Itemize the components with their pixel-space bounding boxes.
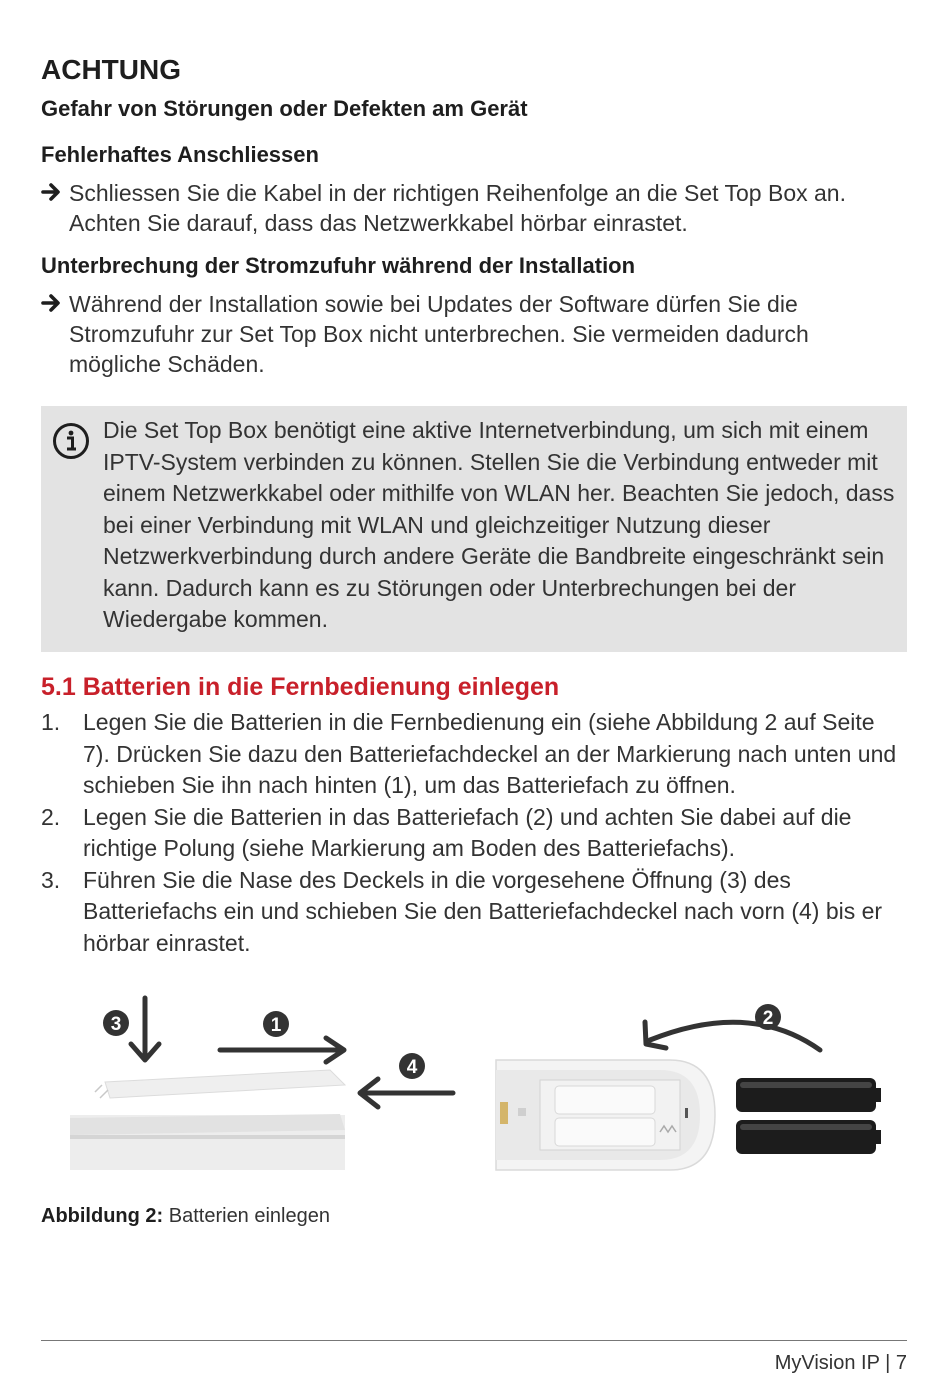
warning-item-text: Schliessen Sie die Kabel in der richtigen Reihenfolge an die Set Top Box an. Achten Sie darauf, dass das Netzwerkkabel hörbar einrastet. [69,180,846,236]
svg-text:2: 2 [762,1008,774,1029]
step-number: 1. [41,709,61,735]
marker-4 [399,1053,425,1079]
warning-item-text: Während der Installation sowie bei Updates der Software dürfen Sie die Stromzufuhr zur Set Top Box nicht unterbrechen. Sie vermeiden dadurch mögliche Schäden. [69,291,809,377]
list-item [41,802,907,865]
list-item [41,707,907,802]
svg-text:4: 4 [406,1057,418,1078]
figure-caption-text: Batterien einlegen [163,1205,330,1227]
marker-1 [263,1011,289,1037]
right-arrow-icon [220,1038,344,1062]
figure-caption [41,1205,330,1228]
section-heading-power: Unterbrechung der Stromzufuhr während der Installation [41,253,636,278]
warning-subtitle: Gefahr von Störungen oder Defekten am Gerät [41,96,528,121]
svg-text:3: 3 [110,1014,122,1035]
step-text: Führen Sie die Nase des Deckels in die vorgesehene Öffnung (3) des Batteriefachs ein und schieben Sie den Batteriefachdeckel nach vorn (4) bis er hörbar einrastet. [83,866,883,956]
figure-caption-label: Abbildung 2: [41,1205,164,1227]
footer-divider [41,1340,907,1341]
remote-illustration [496,1060,715,1170]
arrow-right-icon [41,179,63,205]
curved-arrow-icon [645,1022,820,1050]
list-item [41,865,907,960]
warning-item-power [41,289,881,379]
battery-illustration-pair [736,1078,881,1154]
arrow-right-icon [41,290,63,316]
section-title: 5.1 Batterien in die Fernbedienung einlegen [41,673,560,701]
step-number: 3. [41,866,61,893]
step-text: Legen Sie die Batterien in das Batteriefach (2) und achten Sie dabei auf die richtige Polung (siehe Markierung am Boden des Batteriefachs). [83,803,852,861]
battery-illustration [60,990,910,1180]
info-icon [52,422,90,460]
cover-illustration [70,1070,345,1170]
info-text: Die Set Top Box benötigt eine aktive Internetverbindung, um sich mit einem IPTV-System verbinden zu können. Stellen Sie die Verbindung entweder mit einem Netzwerkkabel oder mithilfe von WLAN her. Beachten Sie jedoch, dass bei einer Verbindung mit WLAN und gleichzeitiger Nutzung dieser Netzwerkverbindung durch andere Geräte die Bandbreite eingeschränkt sein kann. Dadurch kann es zu Störungen oder Unterbrechungen bei der Wiedergabe kommen. [103,417,895,632]
page-footer: MyVision IP | 7 [774,1352,907,1374]
step-text: Legen Sie die Batterien in die Fernbedienung ein (siehe Abbildung 2 auf Seite 7). Drücken Sie dazu den Batteriefachdeckel an der Markierung nach unten und schieben Sie ihn nach hinten (1), um das Batteriefach zu öffnen. [83,709,897,798]
marker-2 [755,1004,781,1030]
warning-item-connection [41,178,881,238]
marker-3 [103,1010,129,1036]
left-arrow-icon [360,1079,453,1107]
steps-list [41,707,907,959]
section-heading-connection: Fehlerhaftes Anschliessen [41,142,319,167]
svg-text:1: 1 [270,1015,282,1036]
down-arrow-icon [131,998,159,1060]
step-number: 2. [41,803,61,830]
warning-title: ACHTUNG [41,54,181,85]
